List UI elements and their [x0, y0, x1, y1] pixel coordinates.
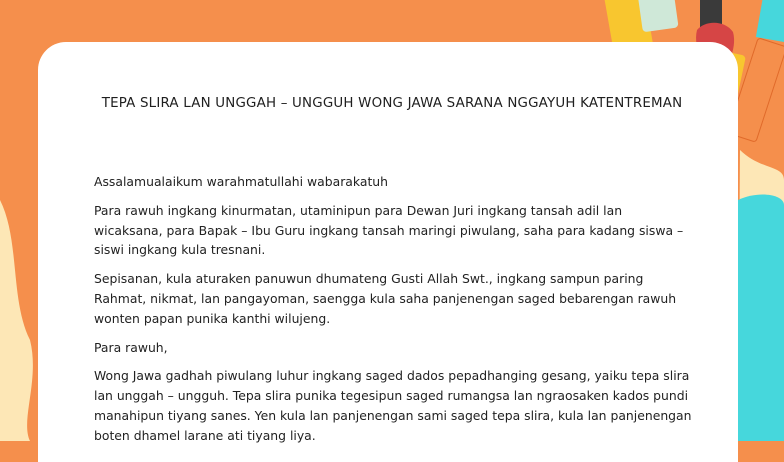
paragraph-address: Para rawuh ingkang kinurmatan, utaminipun para Dewan Juri ingkang tansah adil lan wicaksana, para Bapak – Ibu Guru ingkang tansah maringi piwulang, saha para kadang siswa – siswi ingkang kula tresnani.	[94, 202, 684, 258]
document-body	[94, 172, 694, 455]
paragraph-greeting: Assalamualaikum warahmatullahi wabarakatuh	[94, 174, 389, 189]
paragraph-content: Wong Jawa gadhah piwulang luhur ingkang saged dados pepadhanging gesang, yaiku tepa slira lan unggah – ungguh. Tepa slira punika tegesipun saged rumangsa lan ngraosaken kados pundi manahipun tiyang sanes. Yen kula lan panjenengan sami saged tepa slira, kula lan panjenengan boten dhamel larane ati tiyang liya.	[94, 368, 692, 443]
paragraph-thanks: Sepisanan, kula aturaken panuwun dhumateng Gusti Allah Swt., ingkang sampun paring Rahmat, nikmat, lan pangayoman, saengga kula saha panjenengan saged bebarengan rawuh wonten papan punika kanthi wilujeng.	[94, 271, 677, 326]
paragraph-salutation: Para rawuh,	[94, 339, 168, 355]
document-title: TEPA SLIRA LAN UNGGAH – UNGGUH WONG JAWA SARANA NGGAYUH KATENTREMAN	[101, 96, 683, 111]
